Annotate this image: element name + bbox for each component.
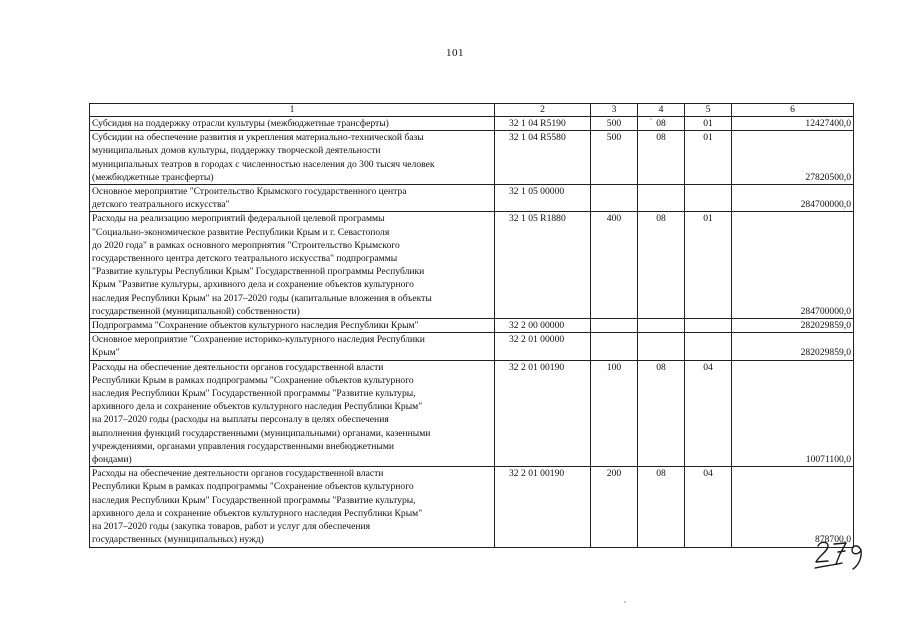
row-sum: 12427400,0: [732, 117, 854, 131]
row-expense-type: 500: [591, 131, 638, 185]
header-cell: 4: [638, 104, 685, 117]
row-name: Расходы на обеспечение деятельности органов государственной власти Республики Крым в рамках подпрограммы "Сохранение объектов культурного наследия Республики Крым" Государственной программы "Развитие культуры, архивного дела и сохранение объектов культурного наследия Республики Крым" на 2017–2020 годы (закупка товаров, работ и услуг для обеспечения государственных (муниципальных) нужд): [92, 468, 423, 546]
row-expense-type: 400: [591, 212, 638, 319]
row-code: 32 2 01 00000: [495, 333, 591, 360]
table-row: [90, 360, 854, 467]
row-name-cell: [90, 467, 495, 547]
row-name: Основное мероприятие "Строительство Крымского государственного центра детского театрального искусства": [92, 186, 407, 211]
row-code: 32 1 04 R5190: [495, 117, 591, 131]
row-section: [638, 333, 685, 360]
row-code: 32 2 00 00000: [495, 319, 591, 333]
row-name: Субсидия на поддержку отрасли культуры (межбюджетные трансферты): [92, 118, 389, 129]
row-subsection: 01: [685, 212, 732, 319]
row-subsection: 04: [685, 360, 732, 467]
row-subsection: [685, 185, 732, 212]
row-expense-type: [591, 319, 638, 333]
row-code: 32 1 05 R1880: [495, 212, 591, 319]
row-name: Расходы на обеспечение деятельности органов государственной власти Республики Крым в рамках подпрограммы "Сохранение объектов культурного наследия Республики Крым" Государственной программы "Развитие культуры, архивного дела и сохранение объектов культурного наследия Республики Крым" на 2017–2020 годы (расходы на выплаты персоналу в целях обеспечения выполнения функций государственными (муниципальными) органами, казенными учреждениями, органами управления государственными внебюджетными фондами): [92, 361, 431, 466]
row-subsection: 04: [685, 467, 732, 547]
row-code: 32 2 01 00190: [495, 360, 591, 467]
table-row: [90, 212, 854, 319]
row-name: Подпрограмма "Сохранение объектов культурного наследия Республики Крым": [92, 320, 419, 332]
row-expense-type: [591, 185, 638, 212]
row-section: 08: [638, 131, 685, 185]
row-code: 32 1 05 00000: [495, 185, 591, 212]
budget-table: [89, 103, 854, 548]
table-row: [90, 319, 854, 333]
row-sum: 878700,0: [732, 467, 854, 547]
row-section: 08: [638, 467, 685, 547]
row-name: Основное мероприятие "Сохранение историко-культурного наследия Республики Крым": [92, 334, 425, 359]
row-expense-type: 100: [591, 360, 638, 467]
row-sum: 284700000,0: [732, 185, 854, 212]
row-subsection: [685, 333, 732, 360]
row-section: 08: [638, 360, 685, 467]
row-name-cell: [90, 117, 495, 131]
table-header-row: [90, 104, 854, 117]
header-cell: 3: [591, 104, 638, 117]
table-row: [90, 467, 854, 547]
row-sum: 282029859,0: [732, 319, 854, 333]
header-cell: 6: [732, 104, 854, 117]
row-name-cell: [90, 360, 495, 467]
row-subsection: 01: [685, 131, 732, 185]
row-name-cell: [90, 319, 495, 333]
row-name-cell: [90, 131, 495, 185]
row-name-cell: [90, 185, 495, 212]
row-name: Субсидии на обеспечение развития и укрепления материально-технической базы муниципальных домов культуры, поддержку творческой деятельности муниципальных театров в городах с численностью населения до 300 тысяч человек (межбюджетные трансферты): [92, 132, 435, 183]
table-row: [90, 185, 854, 212]
row-sum: 10071100,0: [732, 360, 854, 467]
row-section: [638, 185, 685, 212]
table-row: [90, 131, 854, 185]
row-sum: 284700000,0: [732, 212, 854, 319]
row-expense-type: 200: [591, 467, 638, 547]
row-sum: 27820500,0: [732, 131, 854, 185]
row-name-cell: [90, 212, 495, 319]
header-cell: 1: [90, 104, 495, 117]
header-cell: 2: [495, 104, 591, 117]
row-section: 08: [638, 117, 685, 131]
row-expense-type: [591, 333, 638, 360]
row-section: [638, 319, 685, 333]
page-number: 101: [446, 47, 464, 59]
row-section: 08: [638, 212, 685, 319]
table-row: [90, 117, 854, 131]
row-subsection: 01: [685, 117, 732, 131]
row-code: 32 1 04 R5580: [495, 131, 591, 185]
row-code: 32 2 01 00190: [495, 467, 591, 547]
row-name: Расходы на реализацию мероприятий федеральной целевой программы "Социально-экономическое развитие Республики Крым и г. Севастополя до 2020 года" в рамках основного мероприятия "Строительство Крымского государственного центра детского театрального искусства" подпрограммы "Развитие культуры Республики Крым" Государственной программы Республики Крым "Развитие культуры, архивного дела и сохранение объектов культурного наследия Республики Крым" на 2017–2020 годы (капитальные вложения в объекты государственной (муниципальной) собственности): [92, 213, 432, 317]
table-row: [90, 333, 854, 360]
handwritten-page-number: [812, 532, 872, 572]
row-subsection: [685, 319, 732, 333]
row-expense-type: 500: [591, 117, 638, 131]
row-name-cell: [90, 333, 495, 360]
row-sum: 282029859,0: [732, 333, 854, 360]
scan-speck: [650, 118, 652, 120]
scan-speck: [624, 601, 626, 603]
header-cell: 5: [685, 104, 732, 117]
